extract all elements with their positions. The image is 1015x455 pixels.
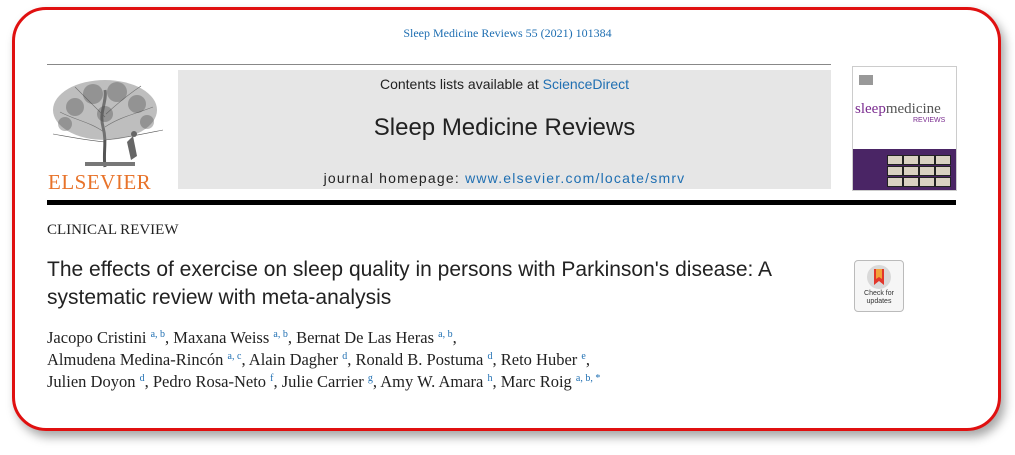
author-list <box>47 327 600 393</box>
author-affiliation-marker[interactable]: a, c <box>227 351 242 362</box>
author-affiliation-marker[interactable]: f <box>270 373 274 384</box>
author-line <box>47 349 600 371</box>
author-affiliation-marker[interactable]: d <box>342 351 348 362</box>
author-affiliation-marker[interactable]: a, b, * <box>575 373 601 384</box>
cover-image <box>903 155 919 165</box>
bookmark-ribbon-icon <box>866 264 892 290</box>
sciencedirect-link[interactable]: ScienceDirect <box>542 76 629 92</box>
contents-line <box>178 76 831 92</box>
author-name[interactable]: Marc Roig <box>500 372 576 391</box>
contents-prefix: Contents lists available at <box>379 76 543 92</box>
author-separator: , <box>165 328 174 347</box>
author-name[interactable]: Julien Doyon <box>47 372 140 391</box>
author-name[interactable]: Ronald B. Postuma <box>355 350 488 369</box>
article-title: The effects of exercise on sleep quality in persons with Parkinson's disease: A systematic review with meta-analysis <box>47 258 771 309</box>
cover-image <box>887 155 903 165</box>
author-name[interactable]: Almudena Medina-Rincón <box>47 350 228 369</box>
author-separator: , <box>492 350 501 369</box>
author-separator: , <box>492 372 501 391</box>
author-affiliation-marker[interactable]: d <box>487 351 493 362</box>
cover-purple-band <box>853 149 956 190</box>
cover-publisher-icon <box>857 73 877 87</box>
author-separator: , <box>144 372 153 391</box>
author-separator: , <box>372 372 381 391</box>
cover-image <box>919 155 935 165</box>
author-affiliation-marker[interactable]: h <box>487 373 493 384</box>
author-affiliation-marker[interactable]: e <box>581 351 586 362</box>
cover-image <box>935 166 951 176</box>
author-name[interactable]: Reto Huber <box>500 350 582 369</box>
cover-image <box>935 177 951 187</box>
cover-image <box>887 177 903 187</box>
cover-logo-sleep: sleep <box>855 101 886 117</box>
header-thick-rule <box>47 200 956 205</box>
author-separator: , <box>241 350 249 369</box>
author-separator: , <box>273 372 282 391</box>
author-line <box>47 327 600 349</box>
cover-logo-reviews: REVIEWS <box>913 117 946 124</box>
check-for-updates-label: Check for updates <box>864 290 894 305</box>
author-affiliation-marker[interactable]: d <box>139 373 145 384</box>
journal-citation[interactable]: Sleep Medicine Reviews 55 (2021) 101384 <box>403 26 612 40</box>
author-separator: , <box>585 350 590 369</box>
author-separator: , <box>347 350 356 369</box>
cover-logo <box>855 101 941 118</box>
journal-cover-thumbnail <box>852 66 957 191</box>
author-name[interactable]: Maxana Weiss <box>173 328 274 347</box>
homepage-link[interactable]: www.elsevier.com/locate/smrv <box>465 170 686 186</box>
homepage-line <box>178 170 831 186</box>
cover-image <box>919 177 935 187</box>
header-divider <box>47 64 831 65</box>
author-name[interactable]: Jacopo Cristini <box>47 328 151 347</box>
author-separator: , <box>452 328 457 347</box>
author-affiliation-marker[interactable]: a, b <box>150 329 166 340</box>
journal-title: Sleep Medicine Reviews <box>373 114 636 141</box>
cover-image <box>903 166 919 176</box>
elsevier-wordmark: ELSEVIER <box>48 170 152 194</box>
author-affiliation-marker[interactable]: a, b <box>438 329 453 340</box>
author-name[interactable]: Pedro Rosa-Neto <box>152 372 271 391</box>
author-separator: , <box>287 328 297 347</box>
author-name[interactable]: Alain Dagher <box>248 350 343 369</box>
journal-banner <box>178 70 831 189</box>
author-affiliation-marker[interactable]: a, b <box>273 329 288 340</box>
cover-image <box>919 166 935 176</box>
cover-image <box>887 166 903 176</box>
author-name[interactable]: Amy W. Amara <box>380 372 488 391</box>
homepage-prefix: journal homepage: <box>323 170 466 186</box>
author-name[interactable]: Julie Carrier <box>281 372 368 391</box>
check-for-updates-button[interactable] <box>854 260 904 312</box>
author-line <box>47 371 600 393</box>
author-name[interactable]: Bernat De Las Heras <box>296 328 439 347</box>
author-affiliation-marker[interactable]: g <box>367 373 373 384</box>
article-section: CLINICAL REVIEW <box>47 222 179 238</box>
cover-image <box>903 177 919 187</box>
cover-image <box>935 155 951 165</box>
cover-logo-medicine: medicine <box>885 101 941 117</box>
cover-top <box>853 67 956 149</box>
